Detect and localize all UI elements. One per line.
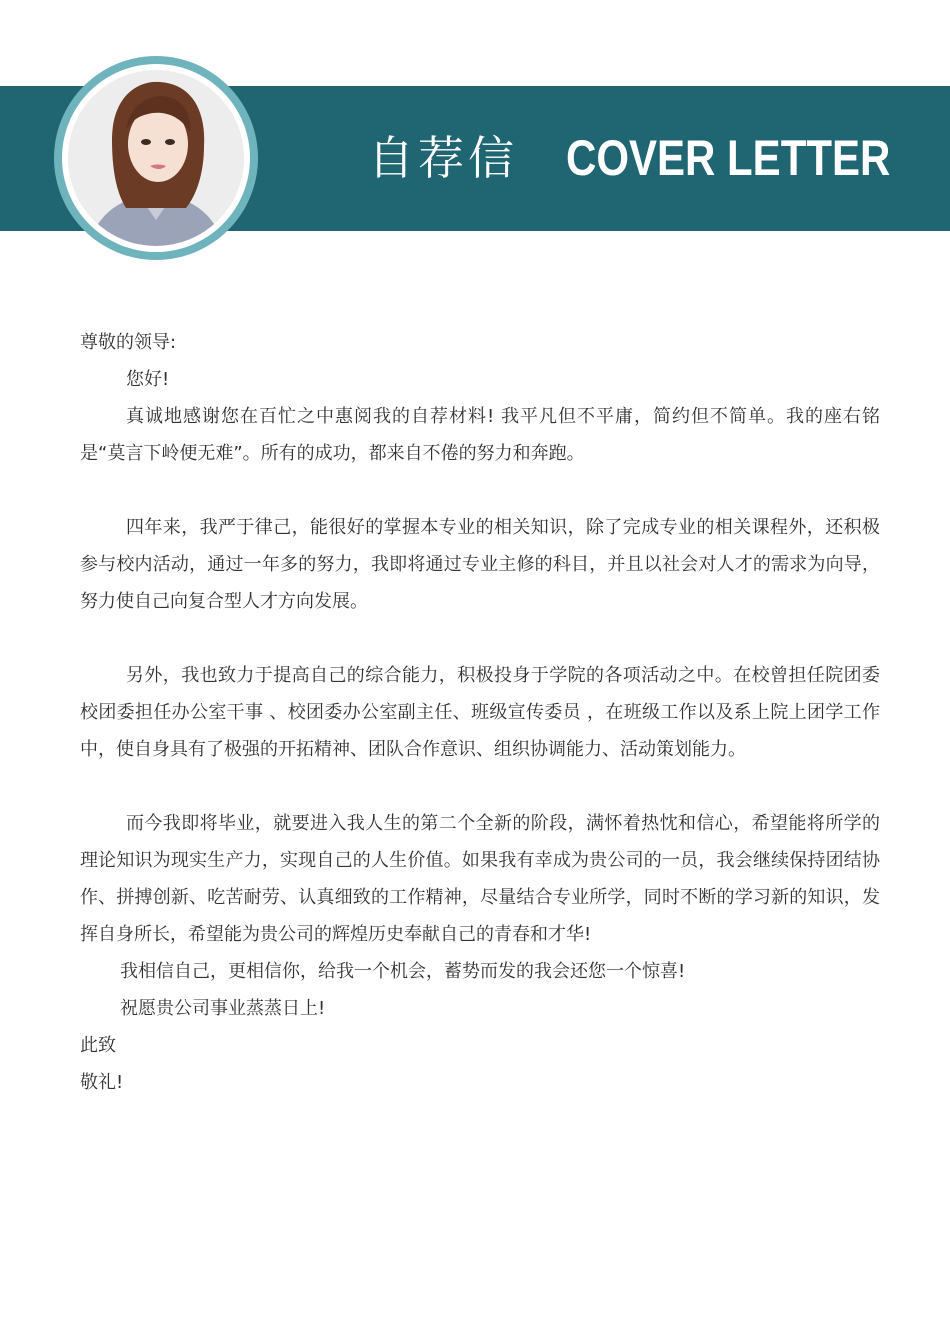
letter-body <box>80 324 880 1101</box>
profile-photo-icon <box>68 70 244 246</box>
salutation: 尊敬的领导: <box>80 332 177 353</box>
title-chinese: 自荐信 <box>368 131 518 185</box>
avatar-ring <box>54 56 258 260</box>
paragraph-gap <box>80 620 880 657</box>
paragraph-gap <box>80 472 880 509</box>
sign-off-2: 敬礼! <box>80 1072 124 1093</box>
paragraph-1: 真诚地感谢您在百忙之中惠阅我的自荐材料! 我平凡但不平庸，简约但不简单。我的座右铭是“莫言下岭便无难”。所有的成功，都来自不倦的努力和奔跑。 <box>80 406 880 464</box>
paragraph-gap <box>80 768 880 805</box>
closing-line-2: 祝愿贵公司事业蒸蒸日上! <box>120 998 326 1019</box>
paragraph-4: 而今我即将毕业，就要进入我人生的第二个全新的阶段，满怀着热忱和信心，希望能将所学的理论知识为现实生产力，实现自己的人生价值。如果我有幸成为贵公司的一员，我会继续保持团结协作、拼搏创新、吃苦耐劳、认真细致的工作精神，尽量结合专业所学，同时不断的学习新的知识，发挥自身所长，希望能为贵公司的辉煌历史奉献自己的青春和才华! <box>80 813 880 945</box>
title-english: COVER LETTER <box>566 130 891 186</box>
sign-off-1: 此致 <box>80 1035 116 1056</box>
paragraph-3: 另外，我也致力于提高自己的综合能力，积极投身于学院的各项活动之中。在校曾担任院团委校团委担任办公室干事 、校团委办公室副主任、班级宣传委员 ，在班级工作以及系上院上团学工作中，使自身具有了极强的开拓精神、团队合作意识、组织协调能力、活动策划能力。 <box>80 665 880 760</box>
greeting: 您好! <box>126 369 170 390</box>
avatar-border <box>62 64 250 252</box>
closing-line-1: 我相信自己，更相信你，给我一个机会，蓄势而发的我会还您一个惊喜! <box>120 961 686 982</box>
paragraph-2: 四年来，我严于律己，能很好的掌握本专业的相关知识，除了完成专业的相关课程外，还积极参与校内活动，通过一年多的努力，我即将通过专业主修的科目，并且以社会对人才的需求为向导，努力使自己向复合型人才方向发展。 <box>80 517 880 612</box>
